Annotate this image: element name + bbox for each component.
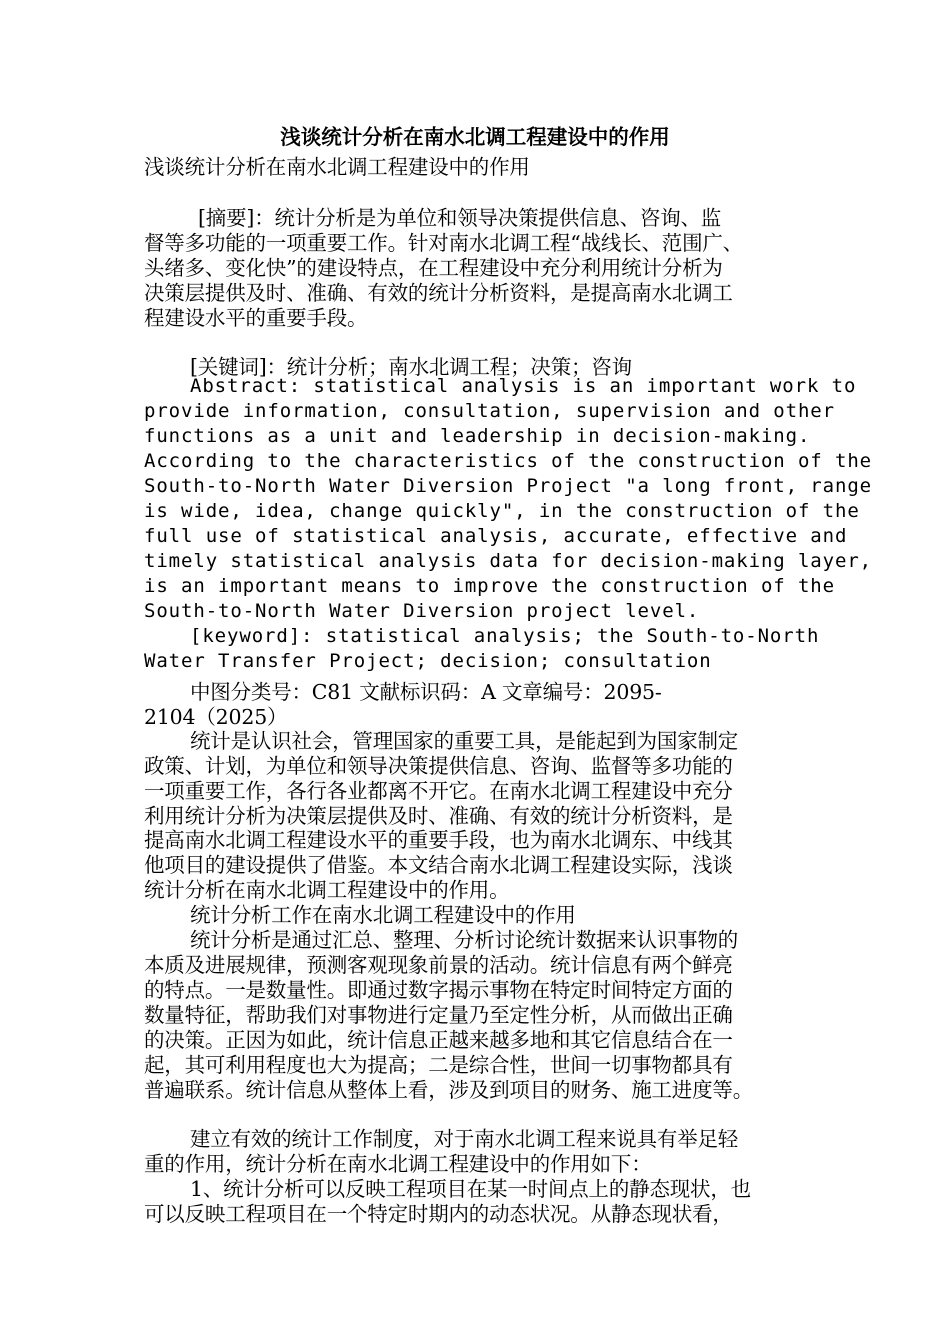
abstract-en-line: According to the characteristics of the construction of the	[144, 450, 872, 472]
abstract-en-line: is an important means to improve the construction of the	[144, 575, 835, 597]
section-para-line: 的决策。正因为如此，统计信息正越来越多地和其它信息结合在一	[144, 1028, 733, 1052]
section-heading: 统计分析工作在南水北调工程建设中的作用	[190, 903, 576, 927]
keywords-cn: [关键词]：统计分析；南水北调工程；决策；咨询	[190, 355, 632, 379]
abstract-cn-line: 决策层提供及时、准确、有效的统计分析资料，是提高南水北调工	[144, 281, 733, 305]
abstract-en-line: functions as a unit and leadership in decision-making.	[144, 425, 811, 447]
abstract-en-line: timely statistical analysis data for decision-making layer,	[144, 550, 872, 572]
abstract-cn-line: 程建设水平的重要手段。	[144, 306, 368, 330]
intro-line: 利用统计分析为决策层提供及时、准确、有效的统计分析资料，是	[144, 804, 733, 828]
classification-line: 2104（2025）	[144, 705, 288, 729]
section-para-line: 起，其可利用程度也大为提高；二是综合性，世间一切事物都具有	[144, 1053, 733, 1077]
system-para-line: 重的作用，统计分析在南水北调工程建设中的作用如下：	[144, 1152, 652, 1176]
abstract-en-line: Abstract: statistical analysis is an important work to	[190, 375, 857, 397]
intro-line: 统计分析在南水北调工程建设中的作用。	[144, 878, 510, 902]
document-subtitle: 浅谈统计分析在南水北调工程建设中的作用	[144, 155, 530, 179]
abstract-cn-line: [摘要]：统计分析是为单位和领导决策提供信息、咨询、监	[198, 206, 722, 230]
classification-line: 中图分类号：C81 文献标识码：A 文章编号：2095-	[190, 680, 662, 704]
system-para-line: 建立有效的统计工作制度，对于南水北调工程来说具有举足轻	[190, 1127, 739, 1151]
section-para-line: 统计分析是通过汇总、整理、分析讨论统计数据来认识事物的	[190, 928, 739, 952]
intro-line: 统计是认识社会，管理国家的重要工具，是能起到为国家制定	[190, 729, 739, 753]
keywords-en-line: [keyword]: statistical analysis; the South-to-North	[190, 625, 820, 647]
abstract-en-line: South-to-North Water Diversion project level.	[144, 600, 700, 622]
intro-line: 他项目的建设提供了借鉴。本文结合南水北调工程建设实际，浅谈	[144, 853, 733, 877]
abstract-cn-line: 头绪多、变化快”的建设特点，在工程建设中充分利用统计分析为	[144, 256, 723, 280]
point1-line: 可以反映工程项目在一个特定时期内的动态状况。从静态现状看，	[144, 1202, 733, 1226]
point1-line: 1、统计分析可以反映工程项目在某一时间点上的静态现状，也	[190, 1177, 751, 1201]
section-para-line: 本质及进展规律，预测客观现象前景的活动。统计信息有两个鲜亮	[144, 953, 733, 977]
keywords-en-line: Water Transfer Project; decision; consultation	[144, 650, 712, 672]
section-para-line: 数量特征，帮助我们对事物进行定量乃至定性分析，从而做出正确	[144, 1003, 733, 1027]
abstract-en-line: provide information, consultation, supervision and other	[144, 400, 835, 422]
intro-line: 提高南水北调工程建设水平的重要手段，也为南水北调东、中线其	[144, 828, 733, 852]
intro-line: 政策、计划，为单位和领导决策提供信息、咨询、监督等多功能的	[144, 754, 733, 778]
abstract-en-line: is wide, idea, change quickly", in the construction of the	[144, 500, 860, 522]
abstract-en-line: South-to-North Water Diversion Project "a long front, range	[144, 475, 872, 497]
abstract-cn-line: 督等多功能的一项重要工作。针对南水北调工程“战线长、范围广、	[144, 231, 743, 255]
document-title: 浅谈统计分析在南水北调工程建设中的作用	[280, 125, 670, 149]
section-para-line: 普遍联系。统计信息从整体上看，涉及到项目的财务、施工进度等。	[144, 1078, 753, 1102]
section-para-line: 的特点。一是数量性。即通过数字揭示事物在特定时间特定方面的	[144, 978, 733, 1002]
intro-line: 一项重要工作，各行各业都离不开它。在南水北调工程建设中充分	[144, 779, 733, 803]
abstract-en-line: full use of statistical analysis, accurate, effective and	[144, 525, 848, 547]
